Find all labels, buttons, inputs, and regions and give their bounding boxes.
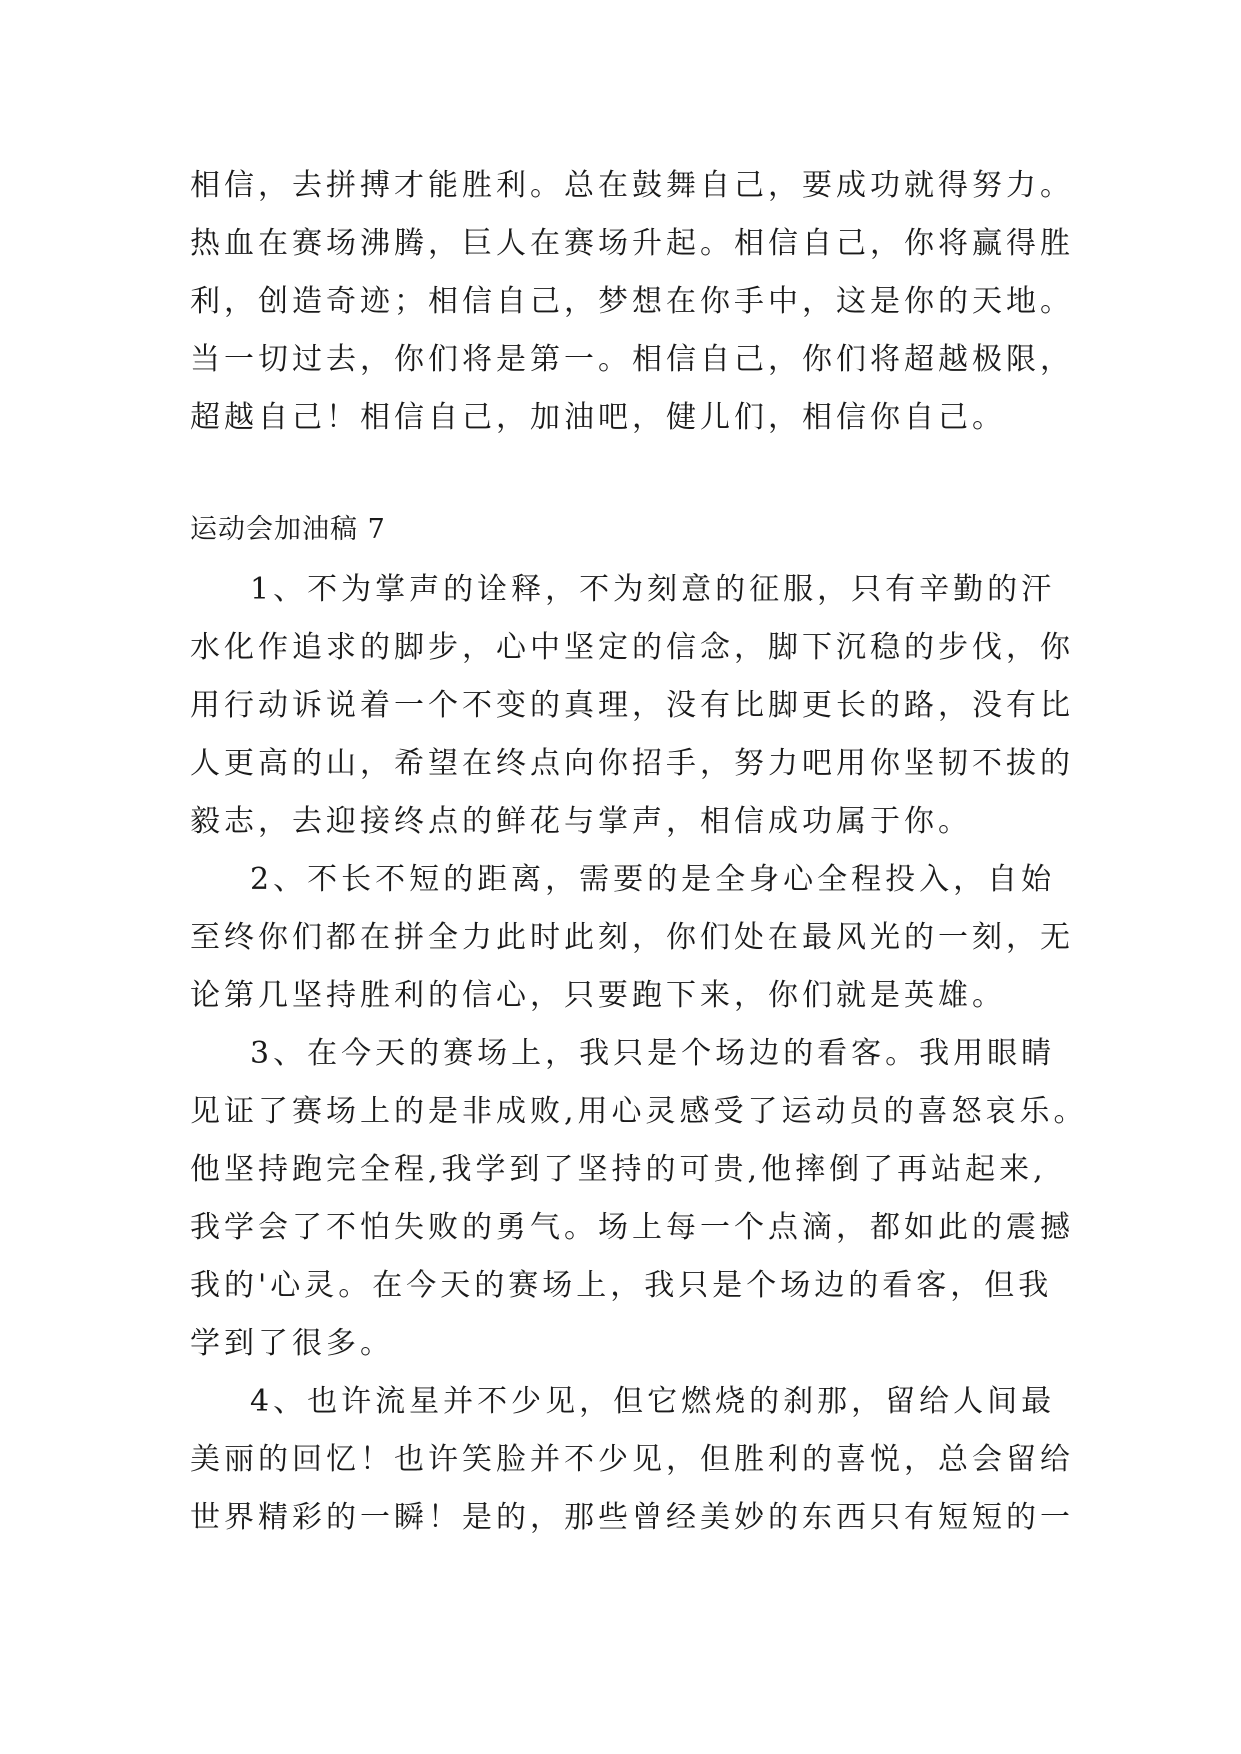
section-title: 运动会加油稿 7 [190,514,386,545]
text-line: 他坚持跑完全程,我学到了坚持的可贵,他摔倒了再站起来, [190,1152,1047,1187]
text-line: 人更高的山，希望在终点向你招手，努力吧用你坚韧不拔的 [190,746,1074,781]
text-line: 热血在赛场沸腾，巨人在赛场升起。相信自己，你将赢得胜 [190,226,1074,261]
text-line: 美丽的回忆！也许笑脸并不少见，但胜利的喜悦，总会留给 [190,1442,1074,1477]
text-line: 毅志，去迎接终点的鲜花与掌声，相信成功属于你。 [190,804,972,839]
text-line: 2、不长不短的距离，需要的是全身心全程投入，自始 [250,862,1056,897]
text-line: 见证了赛场上的是非成败,用心灵感受了运动员的喜怒哀乐。 [190,1094,1088,1129]
text-line: 水化作追求的脚步，心中坚定的信念，脚下沉稳的步伐，你 [190,630,1074,665]
text-line: 4、也许流星并不少见，但它燃烧的刹那，留给人间最 [250,1384,1056,1419]
text-line: 至终你们都在拼全力此时此刻，你们处在最风光的一刻，无 [190,920,1074,955]
text-line: 利，创造奇迹；相信自己，梦想在你手中，这是你的天地。 [190,284,1074,319]
text-line: 当一切过去，你们将是第一。相信自己，你们将超越极限， [190,342,1074,377]
text-line: 1、不为掌声的诠释，不为刻意的征服，只有辛勤的汗 [250,572,1056,607]
text-line: 用行动诉说着一个不变的真理，没有比脚更长的路，没有比 [190,688,1074,723]
text-line: 超越自己！相信自己，加油吧，健儿们，相信你自己。 [190,400,1006,435]
text-line: 世界精彩的一瞬！是的，那些曾经美妙的东西只有短短的一 [190,1500,1074,1535]
text-line: 学到了很多。 [190,1326,394,1361]
text-line: 我的'心灵。在今天的赛场上，我只是个场边的看客，但我 [190,1268,1053,1303]
text-line: 论第几坚持胜利的信心，只要跑下来，你们就是英雄。 [190,978,1006,1013]
text-line: 3、在今天的赛场上，我只是个场边的看客。我用眼睛 [250,1036,1056,1071]
text-line: 相信，去拼搏才能胜利。总在鼓舞自己，要成功就得努力。 [190,168,1074,203]
text-line: 我学会了不怕失败的勇气。场上每一个点滴，都如此的震撼 [190,1210,1074,1245]
